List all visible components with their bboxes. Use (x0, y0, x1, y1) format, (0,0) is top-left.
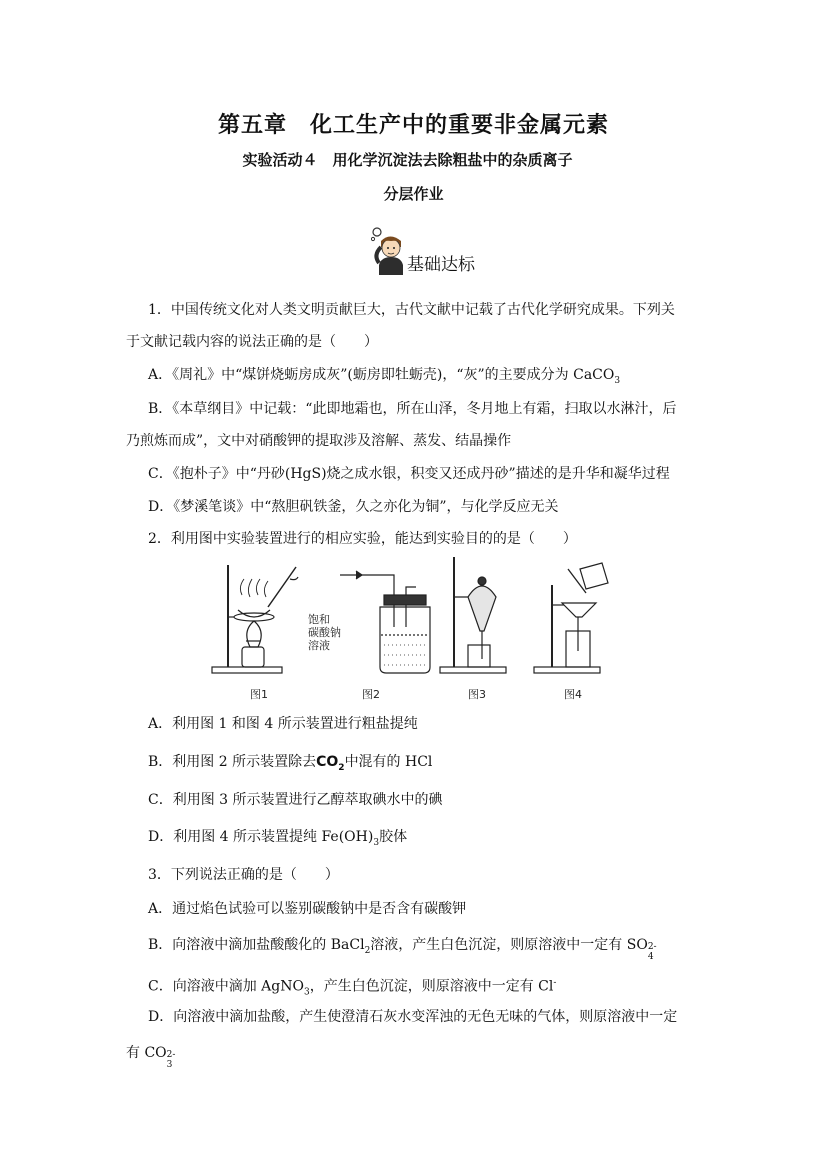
thinking-boy-icon (371, 227, 407, 275)
apparatus-figure (210, 555, 620, 705)
q1-option-b-line1: B．《本草纲目》中记载：“此即地霜也，所在山泽，冬月地上有霜，扫取以水淋汁，后 (148, 401, 677, 417)
activity-title: 实验活动４ 用化学沉淀法去除粗盐中的杂质离子 (242, 151, 573, 169)
q3-option-a: A．通过焰色试验可以鉴别碳酸钠中是否含有碳酸钾 (148, 901, 467, 917)
fig1-caption: 图1 (250, 688, 268, 701)
section-label: 基础达标 (407, 255, 475, 275)
q1-option-c: C．《抱朴子》中“丹砂(HgS)烧之成水银，积变又还成丹砂”描述的是升华和凝华过程 (148, 466, 670, 482)
fig4-caption: 图4 (564, 688, 582, 701)
q2-option-c: C．利用图 3 所示装置进行乙醇萃取碘水中的碘 (148, 792, 443, 808)
q3-option-d-line1: D．向溶液中滴加盐酸，产生使澄清石灰水变浑浊的无色无味的气体，则原溶液中一定 (148, 1009, 678, 1025)
apparatus-drawings (210, 555, 620, 685)
q1-stem-line2: 于文献记载内容的说法正确的是（ ） (126, 334, 378, 350)
q2-option-d: D．利用图 4 所示装置提纯 $Fe(OH)_3$胶体 (148, 829, 408, 848)
q3-option-b: B．向溶液中滴加盐酸酸化的 BaCl$_2$溶液，产生白色沉淀，则原溶液中一定有 SO 2- 4 (148, 937, 657, 962)
q1-option-b-line2: 乃煎炼而成”，文中对硝酸钾的提取涉及溶解、蒸发、结晶操作 (126, 433, 512, 449)
layer-title: 分层作业 (383, 185, 444, 203)
fig2-label: 饱和 碳酸钠 溶液 (308, 613, 341, 652)
fig3-caption: 图3 (468, 688, 486, 701)
q2-stem: 2．利用图中实验装置进行的相应实验，能达到实验目的的是（ ） (148, 531, 577, 547)
fig2-caption: 图2 (362, 688, 380, 701)
fig3-funnel (440, 557, 506, 673)
fig2-washing-bottle (340, 571, 430, 673)
q1-option-d: D．《梦溪笔谈》中“熬胆矾铁釜，久之亦化为铜”，与化学反应无关 (148, 499, 559, 515)
q2-option-a: A．利用图 1 和图 4 所示装置进行粗盐提纯 (148, 716, 418, 732)
q2-option-b: B．利用图 2 所示装置除去$CO_2$中混有的 HCl (148, 754, 433, 773)
fig4-filtration (534, 563, 608, 673)
q1-stem-line1: 1．中国传统文化对人类文明贡献巨大，古代文献中记载了古代化学研究成果。下列关 (148, 302, 675, 318)
q3-option-d-line2: 有 CO 2- 3 (126, 1045, 176, 1070)
chapter-title: 第五章 化工生产中的重要非金属元素 (217, 112, 609, 138)
q1-option-a: A．《周礼》中“煤饼烧蛎房成灰”(蛎房即牡蛎壳)，“灰”的主要成分为 CaCO$_3$ (148, 367, 621, 386)
fig1-evaporation (212, 565, 298, 673)
q3-stem: 3．下列说法正确的是（ ） (148, 867, 339, 883)
q3-option-c: C．向溶液中滴加 AgNO$_3$，产生白色沉淀，则原溶液中一定有 Cl- (148, 978, 557, 998)
